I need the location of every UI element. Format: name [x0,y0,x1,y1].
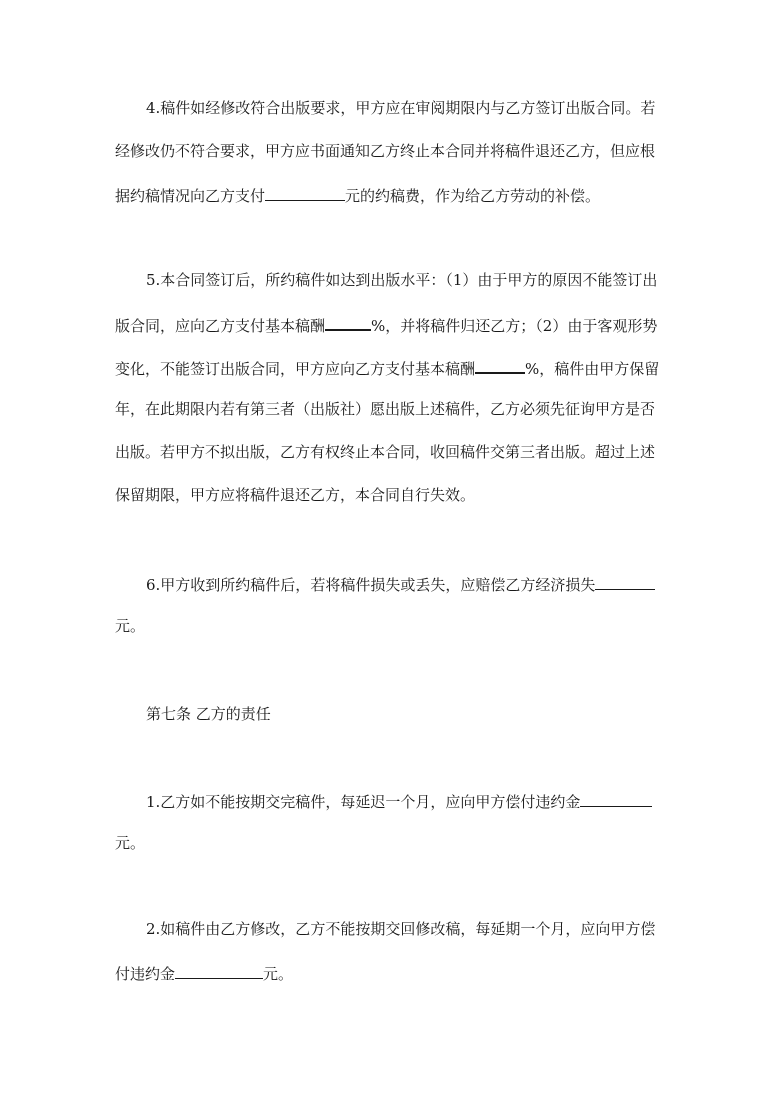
clause-4-line-3-tail: 元的约稿费，作为给乙方劳动的补偿。 [345,187,601,205]
clause-7-2-line-1: 2.如稿件由乙方修改，乙方不能按期交回修改稿，每延期一个月，应向甲方偿 [146,920,656,938]
clause-5-line-6: 保留期限，甲方应将稿件退还乙方，本合同自行失效。 [115,486,476,504]
clause-7-2-line-2-tail: 元。 [263,965,294,983]
clause-5-line-2 [115,313,657,336]
clause-4-line-2: 经修改仍不符合要求，甲方应书面通知乙方终止本合同并将稿件退还乙方，但应根 [115,142,656,160]
clause-5-line-4: 年，在此期限内若有第三者（出版社）愿出版上述稿件，乙方必须先征询甲方是否 [115,400,656,418]
clause-5-line-2-text: 版合同，应向乙方支付基本稿酬 [115,317,326,335]
blank-delay-penalty [580,790,652,807]
clause-6-line-1-text: 6.甲方收到所约稿件后，若将稿件损失或丢失，应赔偿乙方经济损失 [146,576,596,594]
blank-royalty-percent-2 [475,356,525,374]
clause-7-1-line-1 [146,790,652,812]
clause-5-line-2-tail: %，并将稿件归还乙方；（2）由于客观形势 [371,317,658,335]
clause-5-line-1: 5.本合同签订后，所约稿件如达到出版水平：（1）由于甲方的原因不能签订出 [146,271,658,289]
clause-6-line-1 [146,573,655,595]
clause-4-line-3-text: 据约稿情况向乙方支付 [115,187,266,205]
clause-5-line-3 [115,356,659,379]
clause-6-line-2: 元。 [115,617,146,635]
blank-royalty-percent-1 [325,313,371,331]
blank-loss-compensation [595,573,655,590]
clause-7-2-line-2-text: 付违约金 [115,965,176,983]
blank-fee-amount [265,184,345,201]
clause-4-line-3 [115,184,600,206]
article-7-heading: 第七条 乙方的责任 [146,705,271,723]
clause-5-line-5: 出版。若甲方不拟出版，乙方有权终止本合同，收回稿件交第三者出版。超过上述 [115,443,656,461]
blank-revision-penalty [175,962,263,979]
clause-5-line-3-tail: %，稿件由甲方保留 [525,360,660,378]
clause-7-1-line-2: 元。 [115,834,146,852]
clause-7-1-line-1-text: 1.乙方如不能按期交完稿件，每延迟一个月，应向甲方偿付违约金 [146,793,581,811]
clause-4-line-1: 4.稿件如经修改符合出版要求，甲方应在审阅期限内与乙方签订出版合同。若 [146,99,656,117]
clause-7-2-line-2 [115,962,293,984]
clause-5-line-3-text: 变化，不能签订出版合同，甲方应向乙方支付基本稿酬 [115,360,476,378]
